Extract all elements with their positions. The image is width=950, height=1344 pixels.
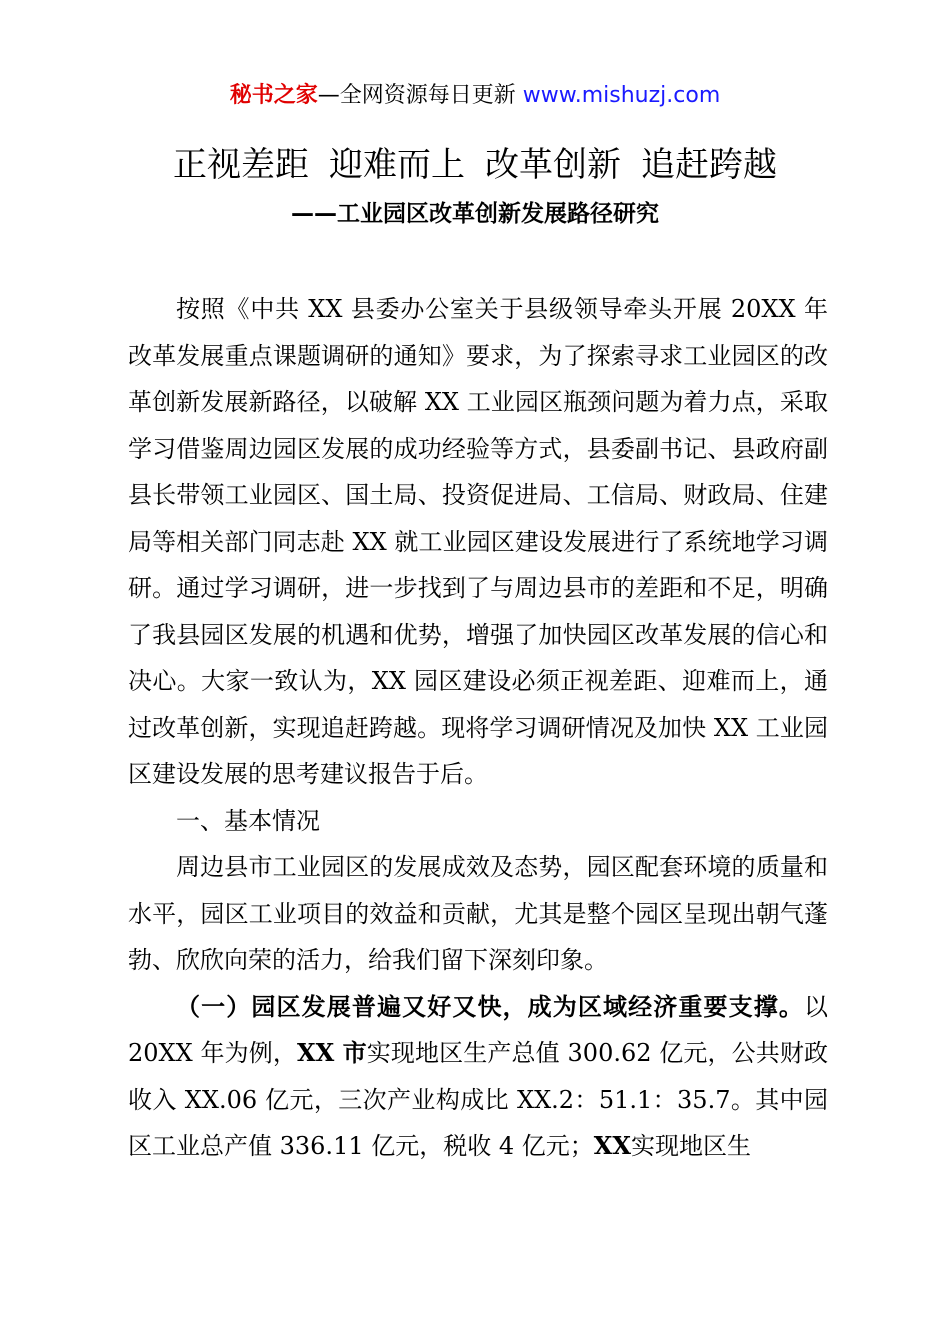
subsection-bold-b: XX [593,1131,632,1160]
site-brand: 秘书之家 [229,83,318,108]
document-title [0,142,950,188]
subsection-bold-a: XX 市 [296,1038,367,1067]
intro-paragraph: 按照《中共 XX 县委办公室关于县级领导牵头开展 20XX 年改革发展重点课题调研的通知》要求，为了探索寻求工业园区的改革创新发展新路径，以破解 XX 工业园区瓶颈问题为着力点，采取学习借鉴周边园区发展的成功经验等方式，县委副书记、县政府副县长带领工业园区、国土局、投资促进局、工信局、财政局、住建局等相关部门同志赴 XX 就工业园区建设发展进行了系统地学习调研。通过学习调研，进一步找到了与周边县市的差距和不足，明确了我县园区发展的机遇和优势，增强了加快园区改革发展的信心和决心。大家一致认为，XX 园区建设必须正视差距、迎难而上，通过改革创新，实现追赶跨越。现将学习调研情况及加快 XX 工业园区建设发展的思考建议报告于后。 [128,295,828,788]
document-subtitle: ——工业园区改革创新发展路径研究 [291,201,659,227]
document-body [128,286,828,1170]
title-part-4: 追赶跨越 [641,145,777,185]
subsection-paragraph [128,984,828,1170]
site-header [0,80,950,112]
title-part-3: 改革创新 [485,145,621,185]
section-paragraph: 周边县市工业园区的发展成效及态势，园区配套环境的质量和水平，园区工业项目的效益和贡献，尤其是整个园区呈现出朝气蓬勃、欣欣向荣的活力，给我们留下深刻印象。 [128,853,828,974]
subsection-text-b: 实现地区生产总值 300.62 亿元，公共财政收入 XX.06 亿元，三次产业构成比 XX.2：51.1：35.7。其中园区工业总产值 336.11 亿元，税收 4 亿元； [128,1039,828,1160]
site-tagline: —全网资源每日更新 [317,83,523,108]
site-url-link[interactable]: www.mishuzj.com [522,83,721,108]
title-part-2: 迎难而上 [329,145,465,185]
subsection-heading: （一）园区发展普遍又好又快，成为区域经济重要支撑。 [176,991,804,1021]
title-part-1: 正视差距 [173,145,309,185]
subsection-text-c: 实现地区生 [631,1132,752,1160]
subsection-text-a: 以 20XX 年为例， [128,992,828,1067]
section-heading: 一、基本情况 [176,806,320,835]
